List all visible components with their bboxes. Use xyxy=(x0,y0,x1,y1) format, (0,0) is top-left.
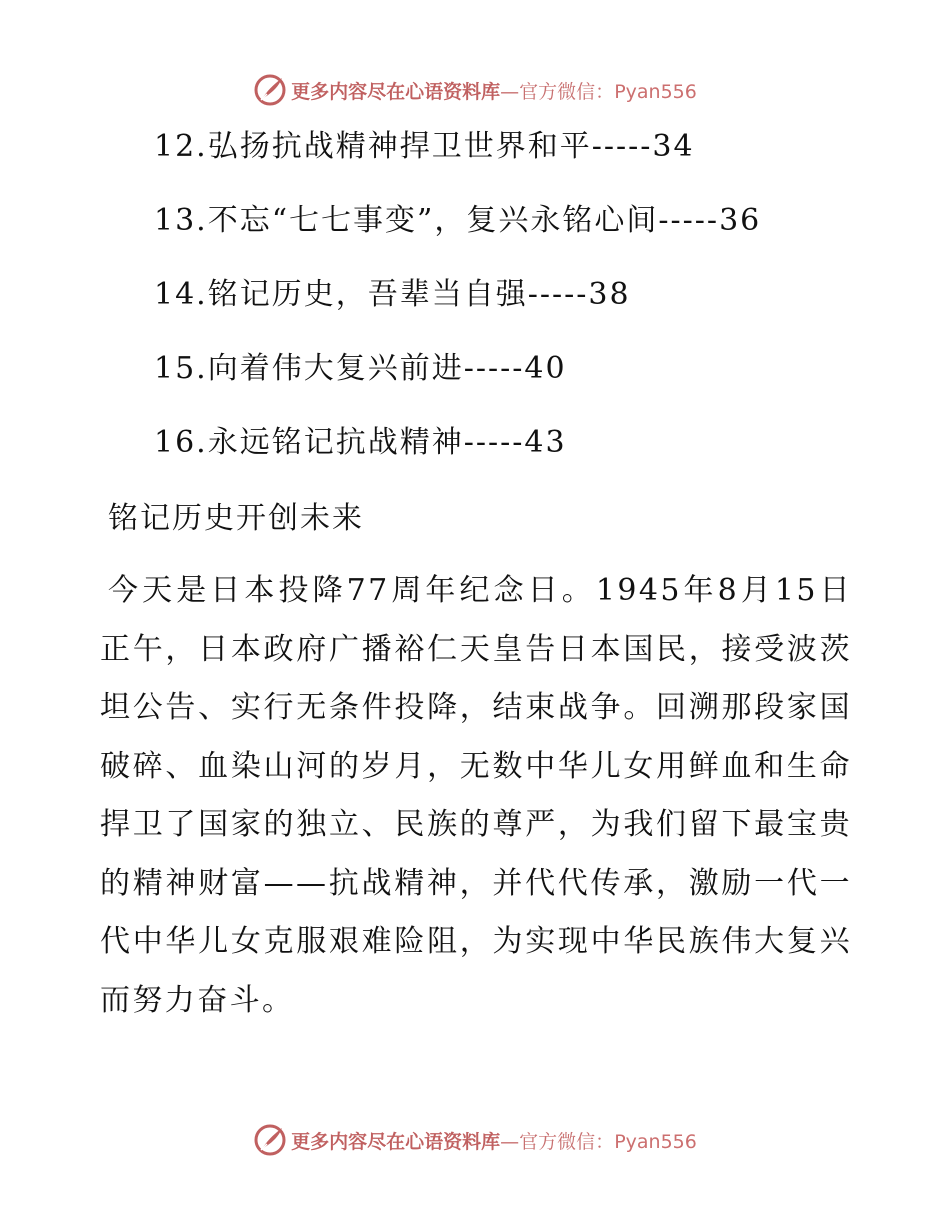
footer-banner-text xyxy=(291,1127,697,1154)
header-banner xyxy=(0,68,950,112)
footer-banner-wechat-id: Pyan556 xyxy=(614,1130,697,1153)
toc-item: 16.永远铭记抗战精神-----43 xyxy=(154,425,567,460)
footer-banner xyxy=(0,1118,950,1162)
body-paragraph: 今天是日本投降77周年纪念日。1945年8月15日正午，日本政府广播裕仁天皇告日本国民，接受波茨坦公告、实行无条件投降，结束战争。回溯那段家国破碎、血染山河的岁月，无数中华儿女用鲜血和生命捍卫了国家的独立、民族的尊严，为我们留下最宝贵的精神财富——抗战精神，并代代传承，激励一代一代中华儿女克服艰难险阻，为实现中华民族伟大复兴而努力奋斗。 xyxy=(100,573,852,1018)
header-banner-wx-label: 官方微信： xyxy=(519,80,615,103)
feather-logo-icon xyxy=(253,1123,287,1157)
table-of-contents xyxy=(154,118,761,488)
header-banner-wechat-id: Pyan556 xyxy=(614,80,697,103)
header-banner-site: 更多内容尽在心语资料库 xyxy=(291,80,501,103)
section-title: 铭记历史开创未来 xyxy=(108,501,364,536)
toc-item: 12.弘扬抗战精神捍卫世界和平-----34 xyxy=(154,129,695,164)
footer-banner-separator: — xyxy=(500,1130,520,1153)
footer-banner-wx-label: 官方微信： xyxy=(519,1130,615,1153)
footer-banner-site: 更多内容尽在心语资料库 xyxy=(291,1130,501,1153)
header-banner-text xyxy=(291,77,697,104)
toc-item: 15.向着伟大复兴前进-----40 xyxy=(154,351,567,386)
header-banner-separator: — xyxy=(500,80,520,103)
feather-logo-icon xyxy=(253,73,287,107)
toc-item: 13.不忘“七七事变”，复兴永铭心间-----36 xyxy=(154,203,762,238)
toc-item: 14.铭记历史，吾辈当自强-----38 xyxy=(154,277,631,312)
